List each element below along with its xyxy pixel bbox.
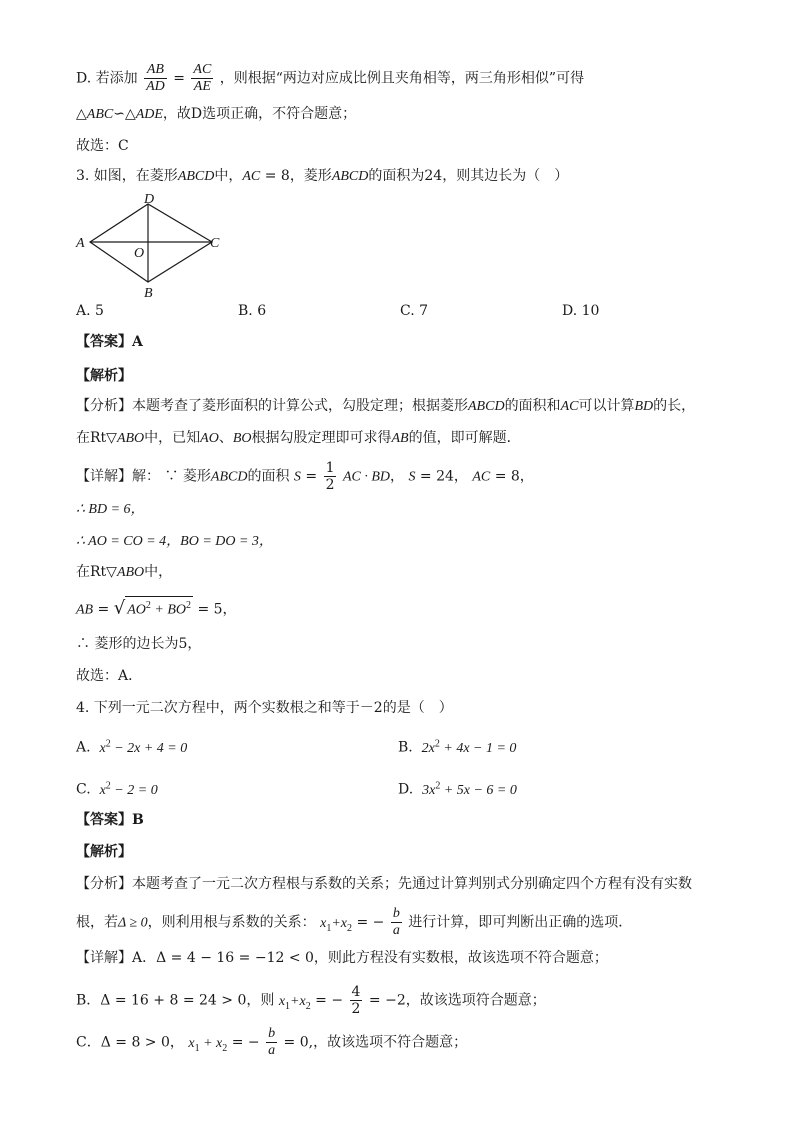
bd-result: ∴ BD = 6，	[76, 502, 145, 517]
analysis-line-2: 在Rt▽ABO中，已知AO、BO根据勾股定理即可求得AB的值，即可解题．	[76, 430, 521, 446]
detail-line-1: 【详解】解： ∵ 菱形ABCD的面积 S = $\frac{1}{2}$ AC · BD， S = 24， AC = 8，	[76, 460, 534, 493]
answer-choice-a: 故选：A．	[76, 668, 143, 684]
analysis-line-1: 【分析】本题考查了菱形面积的计算公式，勾股定理；根据菱形ABCD的面积和AC可以计算BD的长，	[76, 398, 696, 414]
q3-option-a: A. 5	[76, 303, 104, 319]
text: ，故D选项正确，不符合题意；	[162, 106, 357, 122]
fraction-ab-ad: $\frac{AB}{AD}$	[146, 62, 165, 94]
vertex-a-label: A	[76, 236, 85, 251]
vertex-o-label: O	[134, 246, 145, 261]
q3-option-d: D. 10	[562, 303, 600, 319]
similar-triangle-line: △ABC∽△ADE，故D选项正确，不符合题意；	[76, 106, 357, 122]
rhombus-figure	[72, 190, 232, 300]
option-d-line: D. 若添加 $\frac{AB}{AD}$ = $\frac{AC}{AE}$ ，则根据“两边对应成比例且夹角相等，两三角形相似”可得	[76, 62, 585, 94]
q4-option-b: B. $2x^2 + 4x - 1 = 0$	[398, 738, 517, 756]
analysis-label-4: 【解析】	[76, 844, 132, 860]
text: ，则根据“两边对应成比例且夹角相等，两三角形相似”可得	[219, 70, 585, 87]
analysis-label: 【解析】	[76, 368, 132, 384]
q4-option-c: C. $x^2 - 2 = 0$	[76, 780, 158, 798]
q4-option-a: A. $x^2 - 2x + 4 = 0$	[76, 738, 188, 756]
pythagorean-line: AB = √ $AO^2 + BO^2 = 5$，	[76, 597, 237, 619]
analysis-4-line-2: 根，若Δ ≥ 0，则利用根与系数的关系： $x_1+x_2$ = − $\frac{b}{a}$ 进行计算，即可判断出正确的选项．	[76, 906, 633, 938]
question-4: 4. 下列一元二次方程中，两个实数根之和等于－2的是（ ）	[76, 700, 453, 716]
answer-label-4: 【答案】B	[76, 812, 144, 828]
vertex-d-label: D	[144, 192, 155, 207]
text: D. 若添加	[76, 70, 138, 87]
side-length-result: ∴ 菱形的边长为5，	[76, 636, 202, 652]
question-3: 3. 如图，在菱形ABCD中，AC = 8，菱形ABCD的面积为24，则其边长为（ ）	[76, 168, 569, 184]
q4-option-d: D. $3x^2 + 5x - 6 = 0$	[398, 780, 517, 798]
ao-co-result: ∴ AO = CO = 4，BO = DO = 3，	[76, 534, 273, 549]
fraction-ac-ae: $\frac{AC}{AE}$	[193, 62, 212, 94]
q3-option-b: B. 6	[238, 303, 267, 319]
detail-4-c: C．Δ = 8 > 0， $x_1 + x_2$ = − $\frac{b}{a}$ = 0,，故该选项不符合题意；	[76, 1026, 468, 1058]
analysis-4-line-1: 【分析】本题考查了一元二次方程根与系数的关系；先通过计算判别式分别确定四个方程有没有实数	[76, 876, 692, 892]
detail-4-a: 【详解】A．Δ = 4 − 16 = −12 < 0，则此方程没有实数根，故该选项不符合题意；	[76, 950, 608, 966]
q3-option-c: C. 7	[400, 303, 429, 319]
detail-4-b: B．Δ = 16 + 8 = 24 > 0，则 $x_1+x_2$ = − $\frac{4}{2}$ = −2，故该选项符合题意；	[76, 984, 546, 1017]
answer-choice-c: 故选：C	[76, 138, 129, 154]
vertex-b-label: B	[144, 286, 153, 300]
vertex-c-label: C	[210, 236, 220, 251]
answer-label: 【答案】A	[76, 334, 143, 350]
right-triangle-line: 在Rt▽ABO中，	[76, 564, 173, 580]
